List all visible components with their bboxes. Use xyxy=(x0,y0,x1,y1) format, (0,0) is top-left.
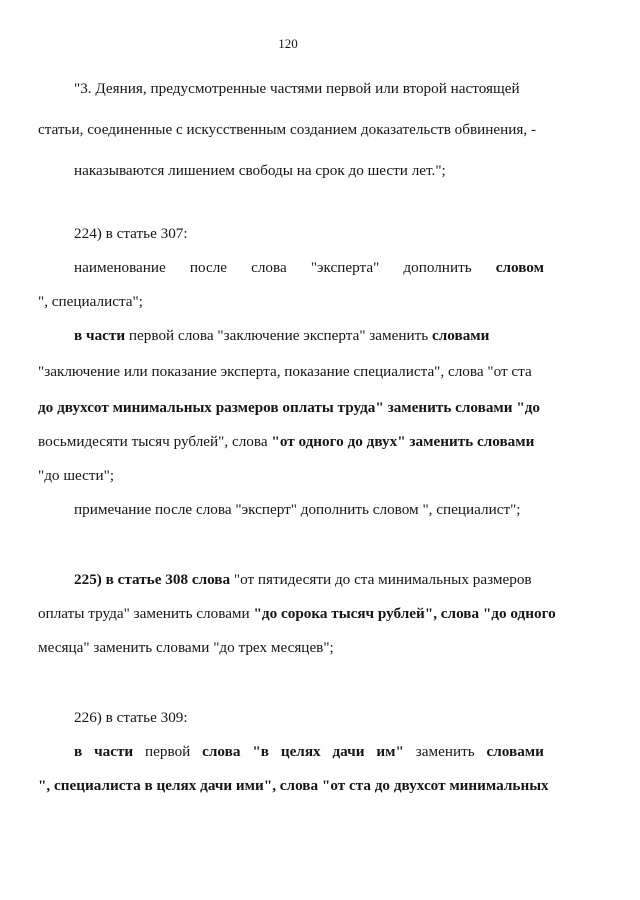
word: дополнить xyxy=(403,259,472,276)
paragraph-line: наказываются лишением свободы на срок до шести лет."; xyxy=(74,162,446,179)
text-span-bold: "от ста до двухсот минимальных xyxy=(321,777,549,794)
paragraph-line: месяца" заменить словами "до трех месяцев"; xyxy=(38,639,334,656)
text-span: "от пятидесяти до ста минимальных размеров xyxy=(233,571,532,588)
paragraph-line: статьи, соединенные с искусственным созданием доказательств обвинения, - xyxy=(38,121,537,138)
paragraph-line-justified xyxy=(74,742,544,762)
paragraph-line xyxy=(74,79,544,99)
word: дачи xyxy=(332,743,365,760)
section-heading: 224) в статье 307: xyxy=(74,225,188,242)
paragraph-line: "заключение или показание эксперта, показание специалиста", слова "от ста xyxy=(38,363,532,380)
word: целях xyxy=(280,743,321,760)
text-span-bold: в части xyxy=(74,327,126,344)
text-span-bold: "от одного до двух" заменить словами xyxy=(271,433,535,450)
text-span-bold: ", специалиста в целях дачи ими", слова xyxy=(38,777,322,794)
paragraph-line xyxy=(38,604,556,624)
word: словом xyxy=(495,259,544,276)
text-span: первой слова "заключение эксперта" заменить xyxy=(125,327,433,344)
paragraph-line-justified xyxy=(74,258,544,278)
text-span-bold: "до сорока тысяч рублей", слова "до одного xyxy=(253,605,556,622)
word: словами xyxy=(486,743,544,760)
text-span-bold: словами xyxy=(432,327,490,344)
word: "эксперта" xyxy=(310,259,380,276)
paragraph-line xyxy=(74,570,532,590)
paragraph-line xyxy=(74,326,489,346)
text-span: восьмидесяти тысяч рублей", слова xyxy=(38,433,272,450)
word: первой xyxy=(145,743,191,760)
word: части xyxy=(94,743,134,760)
word: после xyxy=(189,259,228,276)
paragraph-line xyxy=(38,776,549,796)
word: "в xyxy=(252,743,269,760)
word: им" xyxy=(376,743,404,760)
text-span-bold: 225) в статье 308 слова xyxy=(74,571,234,588)
word: слова xyxy=(251,259,287,276)
word: заменить xyxy=(415,743,475,760)
paragraph-line: до двухсот минимальных размеров оплаты труда" заменить словами "до xyxy=(38,399,541,416)
word: наименование xyxy=(74,259,166,276)
paragraph-line: "до шести"; xyxy=(38,467,115,484)
text-span: "3. Деяния, предусмотренные частями первой или второй настоящей xyxy=(74,80,520,97)
text-span: оплаты труда" заменить словами xyxy=(38,605,254,622)
paragraph-line: примечание после слова "эксперт" дополнить словом ", специалист"; xyxy=(74,501,521,518)
paragraph-line: ", специалиста"; xyxy=(38,293,143,310)
section-heading: 226) в статье 309: xyxy=(74,709,188,726)
word: слова xyxy=(202,743,241,760)
paragraph-line xyxy=(38,432,534,452)
page-number: 120 xyxy=(278,36,298,51)
word: в xyxy=(74,743,83,760)
